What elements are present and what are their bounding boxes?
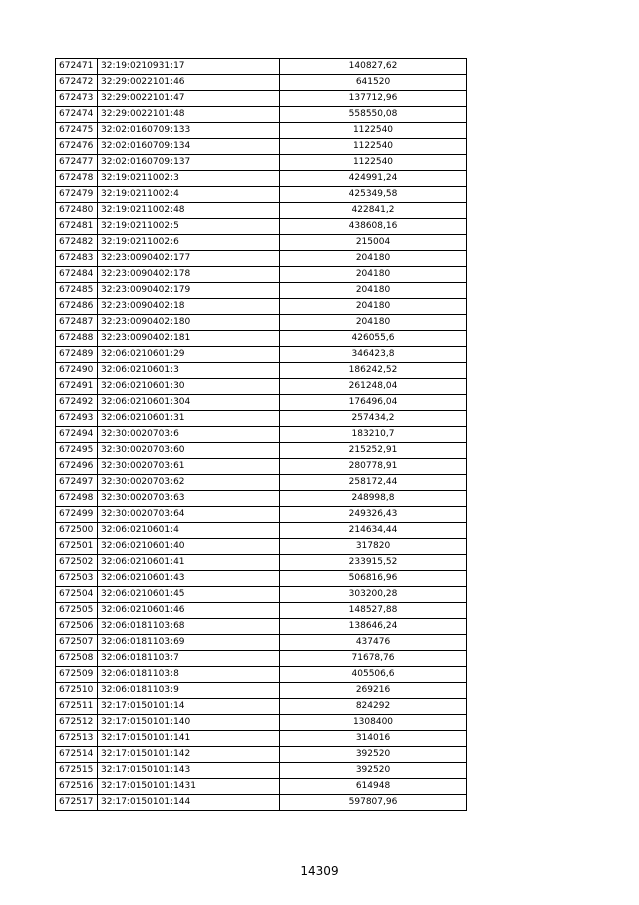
table-body [56, 59, 467, 811]
cadastral-number-cell: 32:06:0210601:46 [98, 603, 280, 619]
table-row [56, 619, 467, 635]
cadastral-number-cell: 32:30:0020703:60 [98, 443, 280, 459]
cadastral-number-cell: 32:17:0150101:140 [98, 715, 280, 731]
value-cell: 392520 [280, 747, 467, 763]
value-cell: 140827,62 [280, 59, 467, 75]
row-number-cell: 672503 [56, 571, 98, 587]
row-number-cell: 672515 [56, 763, 98, 779]
cadastral-number-cell: 32:17:0150101:1431 [98, 779, 280, 795]
table-row [56, 187, 467, 203]
value-cell: 425349,58 [280, 187, 467, 203]
row-number-cell: 672477 [56, 155, 98, 171]
table-row [56, 587, 467, 603]
value-cell: 438608,16 [280, 219, 467, 235]
cadastral-number-cell: 32:06:0210601:43 [98, 571, 280, 587]
cadastral-number-cell: 32:06:0210601:45 [98, 587, 280, 603]
cadastral-number-cell: 32:23:0090402:180 [98, 315, 280, 331]
value-cell: 204180 [280, 251, 467, 267]
cadastral-number-cell: 32:06:0181103:9 [98, 683, 280, 699]
table-row [56, 379, 467, 395]
cadastral-number-cell: 32:06:0210601:31 [98, 411, 280, 427]
cadastral-number-cell: 32:17:0150101:142 [98, 747, 280, 763]
row-number-cell: 672489 [56, 347, 98, 363]
table-row [56, 795, 467, 811]
table-row [56, 539, 467, 555]
table-row [56, 171, 467, 187]
row-number-cell: 672507 [56, 635, 98, 651]
value-cell: 249326,43 [280, 507, 467, 523]
row-number-cell: 672479 [56, 187, 98, 203]
row-number-cell: 672486 [56, 299, 98, 315]
row-number-cell: 672501 [56, 539, 98, 555]
cadastral-number-cell: 32:06:0181103:68 [98, 619, 280, 635]
row-number-cell: 672504 [56, 587, 98, 603]
table-row [56, 507, 467, 523]
table-row [56, 219, 467, 235]
cadastral-number-cell: 32:19:0210931:17 [98, 59, 280, 75]
page-number: 14309 [300, 864, 339, 878]
row-number-cell: 672476 [56, 139, 98, 155]
table-row [56, 331, 467, 347]
value-cell: 1122540 [280, 155, 467, 171]
row-number-cell: 672480 [56, 203, 98, 219]
value-cell: 824292 [280, 699, 467, 715]
value-cell: 215004 [280, 235, 467, 251]
cadastral-number-cell: 32:06:0210601:41 [98, 555, 280, 571]
value-cell: 71678,76 [280, 651, 467, 667]
table-row [56, 555, 467, 571]
cadastral-number-cell: 32:30:0020703:6 [98, 427, 280, 443]
row-number-cell: 672499 [56, 507, 98, 523]
table-row [56, 763, 467, 779]
row-number-cell: 672500 [56, 523, 98, 539]
table-row [56, 635, 467, 651]
table-row [56, 731, 467, 747]
table-row [56, 427, 467, 443]
table-row [56, 747, 467, 763]
value-cell: 261248,04 [280, 379, 467, 395]
row-number-cell: 672483 [56, 251, 98, 267]
cadastral-number-cell: 32:30:0020703:62 [98, 475, 280, 491]
table-row [56, 155, 467, 171]
cadastral-number-cell: 32:02:0160709:134 [98, 139, 280, 155]
cadastral-number-cell: 32:06:0181103:69 [98, 635, 280, 651]
value-cell: 204180 [280, 283, 467, 299]
value-cell: 257434,2 [280, 411, 467, 427]
table-row [56, 59, 467, 75]
cadastral-number-cell: 32:17:0150101:141 [98, 731, 280, 747]
cadastral-number-cell: 32:02:0160709:133 [98, 123, 280, 139]
cadastral-number-cell: 32:17:0150101:143 [98, 763, 280, 779]
value-cell: 233915,52 [280, 555, 467, 571]
table-row [56, 459, 467, 475]
value-cell: 176496,04 [280, 395, 467, 411]
table-row [56, 699, 467, 715]
value-cell: 183210,7 [280, 427, 467, 443]
value-cell: 186242,52 [280, 363, 467, 379]
row-number-cell: 672484 [56, 267, 98, 283]
value-cell: 204180 [280, 315, 467, 331]
row-number-cell: 672492 [56, 395, 98, 411]
table-row [56, 283, 467, 299]
row-number-cell: 672482 [56, 235, 98, 251]
cadastral-number-cell: 32:17:0150101:144 [98, 795, 280, 811]
cadastral-number-cell: 32:29:0022101:47 [98, 91, 280, 107]
cadastral-number-cell: 32:23:0090402:18 [98, 299, 280, 315]
table-row [56, 683, 467, 699]
table-row [56, 203, 467, 219]
row-number-cell: 672494 [56, 427, 98, 443]
value-cell: 280778,91 [280, 459, 467, 475]
cadastral-number-cell: 32:02:0160709:137 [98, 155, 280, 171]
table-row [56, 651, 467, 667]
table-row [56, 235, 467, 251]
table-row [56, 315, 467, 331]
cadastral-number-cell: 32:30:0020703:64 [98, 507, 280, 523]
table-row [56, 411, 467, 427]
row-number-cell: 672472 [56, 75, 98, 91]
row-number-cell: 672496 [56, 459, 98, 475]
cadastral-number-cell: 32:19:0211002:4 [98, 187, 280, 203]
cadastral-number-cell: 32:23:0090402:181 [98, 331, 280, 347]
cadastral-number-cell: 32:06:0210601:3 [98, 363, 280, 379]
table-row [56, 715, 467, 731]
table-row [56, 107, 467, 123]
row-number-cell: 672478 [56, 171, 98, 187]
row-number-cell: 672516 [56, 779, 98, 795]
row-number-cell: 672502 [56, 555, 98, 571]
row-number-cell: 672487 [56, 315, 98, 331]
row-number-cell: 672511 [56, 699, 98, 715]
value-cell: 597807,96 [280, 795, 467, 811]
value-cell: 269216 [280, 683, 467, 699]
cadastral-number-cell: 32:30:0020703:61 [98, 459, 280, 475]
value-cell: 1122540 [280, 139, 467, 155]
cadastral-number-cell: 32:19:0211002:6 [98, 235, 280, 251]
row-number-cell: 672481 [56, 219, 98, 235]
cadastral-number-cell: 32:06:0181103:8 [98, 667, 280, 683]
cadastral-number-cell: 32:23:0090402:178 [98, 267, 280, 283]
table-row [56, 139, 467, 155]
value-cell: 405506,6 [280, 667, 467, 683]
cadastral-number-cell: 32:19:0211002:5 [98, 219, 280, 235]
row-number-cell: 672497 [56, 475, 98, 491]
value-cell: 506816,96 [280, 571, 467, 587]
cadastral-number-cell: 32:06:0210601:29 [98, 347, 280, 363]
table-row [56, 347, 467, 363]
value-cell: 214634,44 [280, 523, 467, 539]
row-number-cell: 672505 [56, 603, 98, 619]
cadastral-number-cell: 32:06:0181103:7 [98, 651, 280, 667]
row-number-cell: 672471 [56, 59, 98, 75]
cadastral-number-cell: 32:06:0210601:4 [98, 523, 280, 539]
value-cell: 426055,6 [280, 331, 467, 347]
table-row [56, 395, 467, 411]
cadastral-number-cell: 32:29:0022101:46 [98, 75, 280, 91]
row-number-cell: 672513 [56, 731, 98, 747]
row-number-cell: 672517 [56, 795, 98, 811]
row-number-cell: 672488 [56, 331, 98, 347]
value-cell: 1122540 [280, 123, 467, 139]
table-row [56, 603, 467, 619]
row-number-cell: 672508 [56, 651, 98, 667]
value-cell: 317820 [280, 539, 467, 555]
row-number-cell: 672485 [56, 283, 98, 299]
cadastral-number-cell: 32:29:0022101:48 [98, 107, 280, 123]
value-cell: 248998,8 [280, 491, 467, 507]
value-cell: 314016 [280, 731, 467, 747]
value-cell: 138646,24 [280, 619, 467, 635]
row-number-cell: 672495 [56, 443, 98, 459]
cadastral-number-cell: 32:19:0211002:3 [98, 171, 280, 187]
table-row [56, 667, 467, 683]
row-number-cell: 672510 [56, 683, 98, 699]
value-cell: 392520 [280, 763, 467, 779]
row-number-cell: 672514 [56, 747, 98, 763]
table-row [56, 363, 467, 379]
value-cell: 641520 [280, 75, 467, 91]
table-row [56, 251, 467, 267]
table-row [56, 491, 467, 507]
row-number-cell: 672498 [56, 491, 98, 507]
table-row [56, 475, 467, 491]
row-number-cell: 672491 [56, 379, 98, 395]
row-number-cell: 672475 [56, 123, 98, 139]
value-cell: 137712,96 [280, 91, 467, 107]
value-cell: 258172,44 [280, 475, 467, 491]
value-cell: 303200,28 [280, 587, 467, 603]
table-row [56, 779, 467, 795]
cadastral-number-cell: 32:30:0020703:63 [98, 491, 280, 507]
table-row [56, 91, 467, 107]
row-number-cell: 672490 [56, 363, 98, 379]
value-cell: 614948 [280, 779, 467, 795]
row-number-cell: 672509 [56, 667, 98, 683]
table-row [56, 75, 467, 91]
value-cell: 422841,2 [280, 203, 467, 219]
table-row [56, 267, 467, 283]
table-row [56, 299, 467, 315]
value-cell: 346423,8 [280, 347, 467, 363]
value-cell: 148527,88 [280, 603, 467, 619]
row-number-cell: 672473 [56, 91, 98, 107]
row-number-cell: 672506 [56, 619, 98, 635]
row-number-cell: 672474 [56, 107, 98, 123]
cadastral-number-cell: 32:06:0210601:30 [98, 379, 280, 395]
cadastral-number-cell: 32:19:0211002:48 [98, 203, 280, 219]
cadastral-number-cell: 32:17:0150101:14 [98, 699, 280, 715]
table-row [56, 571, 467, 587]
row-number-cell: 672512 [56, 715, 98, 731]
table-row [56, 443, 467, 459]
value-cell: 558550,08 [280, 107, 467, 123]
cadastral-value-table [55, 58, 467, 811]
cadastral-number-cell: 32:23:0090402:179 [98, 283, 280, 299]
cadastral-number-cell: 32:06:0210601:40 [98, 539, 280, 555]
value-cell: 215252,91 [280, 443, 467, 459]
cadastral-number-cell: 32:23:0090402:177 [98, 251, 280, 267]
value-cell: 204180 [280, 267, 467, 283]
cadastral-number-cell: 32:06:0210601:304 [98, 395, 280, 411]
row-number-cell: 672493 [56, 411, 98, 427]
value-cell: 1308400 [280, 715, 467, 731]
table-row [56, 123, 467, 139]
table-row [56, 523, 467, 539]
value-cell: 204180 [280, 299, 467, 315]
value-cell: 424991,24 [280, 171, 467, 187]
value-cell: 437476 [280, 635, 467, 651]
